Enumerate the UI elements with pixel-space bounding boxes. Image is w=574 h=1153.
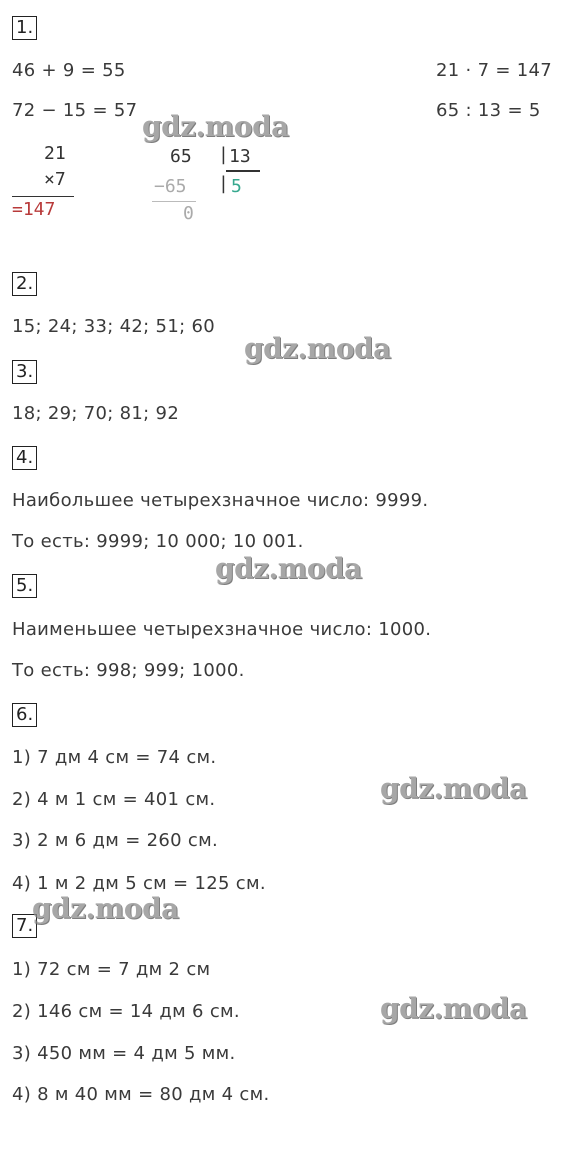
task-1-equation-1: 46 + 9 = 55 <box>12 60 126 81</box>
task-7-line-3: 3) 450 мм = 4 дм 5 мм. <box>12 1043 236 1064</box>
task-5-line-2: То есть: 998; 999; 1000. <box>12 660 245 681</box>
task-1-equation-3: 21 · 7 = 147 <box>436 60 553 81</box>
watermark: gdz.moda <box>380 992 527 1025</box>
div-quotient: 5 <box>231 176 242 197</box>
div-divisor-line <box>226 170 260 172</box>
div-line <box>152 201 196 202</box>
task-1-number: 1. <box>12 16 37 40</box>
task-4-number: 4. <box>12 446 37 470</box>
task-1-equation-2: 72 − 15 = 57 <box>12 100 138 121</box>
task-4-line-2: То есть: 9999; 10 000; 10 001. <box>12 531 304 552</box>
task-3-number: 3. <box>12 360 37 384</box>
task-6-line-1: 1) 7 дм 4 см = 74 см. <box>12 747 217 768</box>
div-bar-bottom: | <box>218 173 229 194</box>
task-7-number: 7. <box>12 914 37 938</box>
task-6-line-2: 2) 4 м 1 см = 401 см. <box>12 789 216 810</box>
task-2-number: 2. <box>12 272 37 296</box>
mult-result: =147 <box>12 199 56 220</box>
div-subtrahend: −65 <box>154 176 187 197</box>
task-6-line-4: 4) 1 м 2 дм 5 см = 125 см. <box>12 873 266 894</box>
task-3-answer: 18; 29; 70; 81; 92 <box>12 403 180 424</box>
task-1-equation-4: 65 : 13 = 5 <box>436 100 541 121</box>
task-4-line-1: Наибольшее четырехзначное число: 9999. <box>12 490 429 511</box>
task-7-line-4: 4) 8 м 40 мм = 80 дм 4 см. <box>12 1084 270 1105</box>
div-dividend: 65 <box>170 146 192 167</box>
div-remainder: 0 <box>183 203 194 224</box>
watermark: gdz.moda <box>142 110 289 143</box>
task-6-number: 6. <box>12 703 37 727</box>
task-7-line-1: 1) 72 см = 7 дм 2 см <box>12 959 211 980</box>
watermark: gdz.moda <box>380 772 527 805</box>
mult-top-number: 21 <box>44 143 66 164</box>
task-5-line-1: Наименьшее четырехзначное число: 1000. <box>12 619 432 640</box>
watermark: gdz.moda <box>32 892 179 925</box>
task-7-line-2: 2) 146 см = 14 дм 6 см. <box>12 1001 240 1022</box>
watermark: gdz.moda <box>244 332 391 365</box>
task-6-line-3: 3) 2 м 6 дм = 260 см. <box>12 830 218 851</box>
mult-second-number: ×7 <box>44 169 66 190</box>
div-divisor: 13 <box>229 146 251 167</box>
task-5-number: 5. <box>12 574 37 598</box>
watermark: gdz.moda <box>215 552 362 585</box>
task-2-answer: 15; 24; 33; 42; 51; 60 <box>12 316 215 337</box>
div-bar-top: | <box>218 144 229 165</box>
mult-line <box>12 196 74 197</box>
